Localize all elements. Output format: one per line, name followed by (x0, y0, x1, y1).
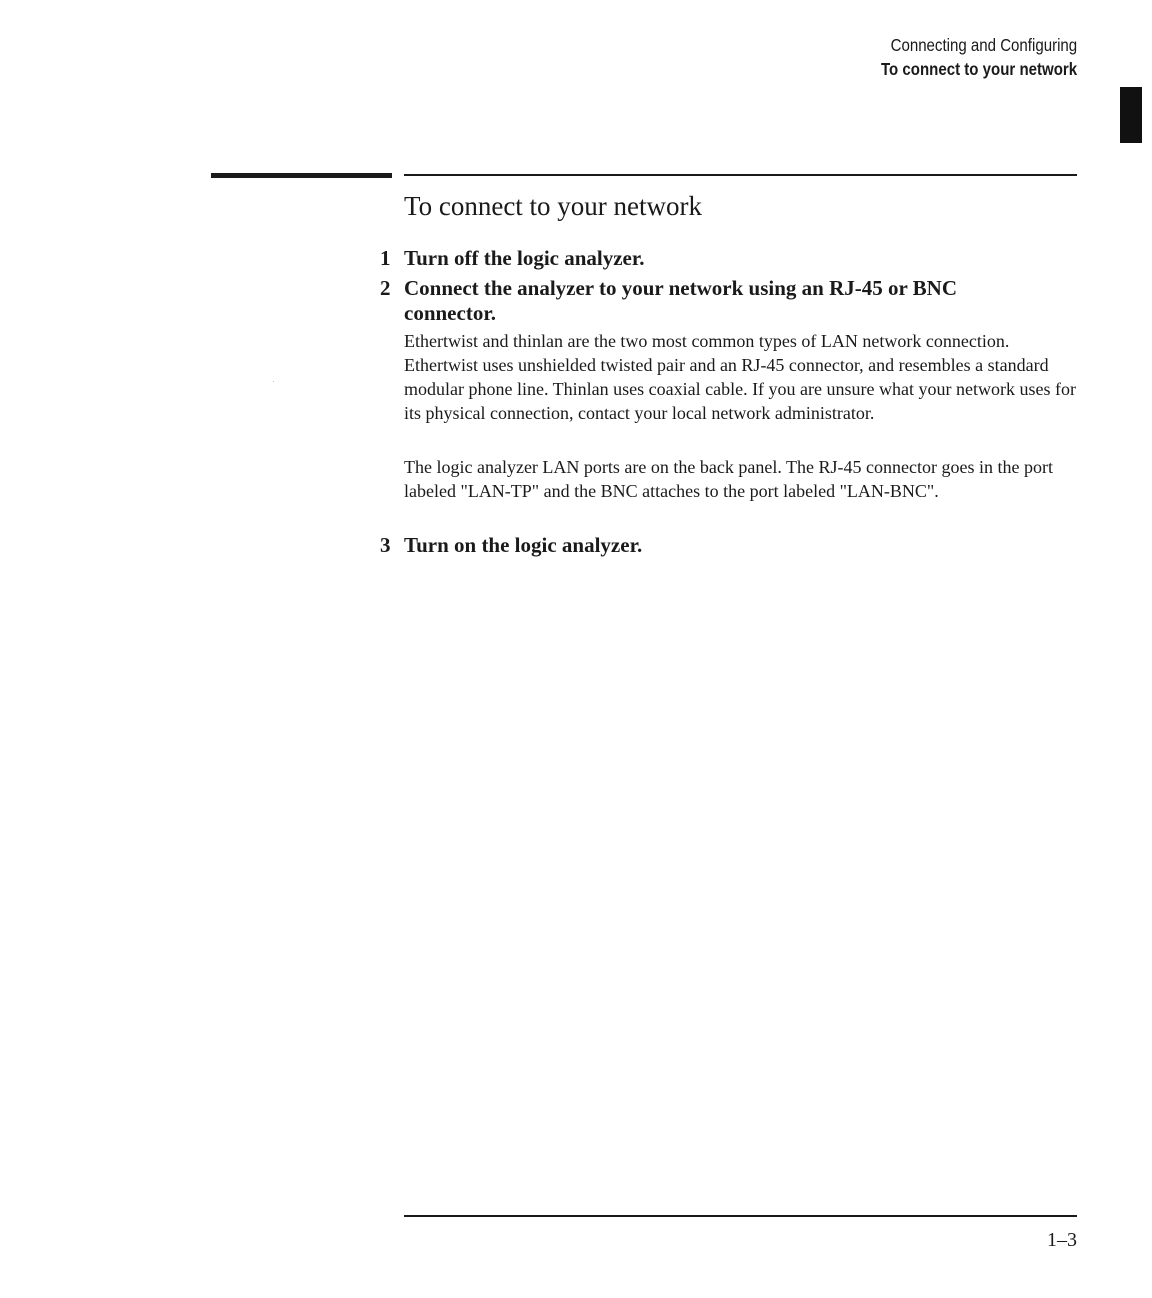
step-1 (380, 246, 1076, 271)
step-2 (380, 276, 1004, 326)
step-number: 3 (380, 533, 391, 557)
body-paragraph-lan-types: Ethertwist and thinlan are the two most common types of LAN network connection. Ethertwist uses unshielded twisted pair and an RJ-45 connector, and resembles a standard modular phone line. Thinlan uses coaxial cable. If you are unsure what your network uses for its physical connection, contact your local network administrator. (404, 331, 1076, 423)
page-number: 1–3 (1047, 1229, 1077, 1251)
scan-speck (273, 381, 274, 382)
step-number: 2 (380, 276, 391, 300)
running-header-chapter: Connecting and Configuring (890, 35, 1077, 55)
section-title: To connect to your network (404, 191, 703, 221)
section-rule-thick (211, 173, 392, 178)
body-paragraph-lan-ports: The logic analyzer LAN ports are on the back panel. The RJ-45 connector goes in the port labeled "LAN-TP" and the BNC attaches to the port labeled "LAN-BNC". (404, 457, 1053, 501)
step-3 (380, 533, 1076, 558)
chapter-thumb-tab (1120, 87, 1142, 143)
step-number: 1 (380, 246, 391, 270)
section-rule-thin (404, 174, 1077, 176)
running-header-section: To connect to your network (880, 59, 1077, 79)
step-text: Connect the analyzer to your network using an RJ-45 or BNC connector. (404, 276, 958, 325)
step-text: Turn on the logic analyzer. (404, 533, 643, 557)
running-header (881, 33, 1077, 81)
footer-rule (404, 1215, 1077, 1217)
step-text: Turn off the logic analyzer. (404, 246, 645, 270)
